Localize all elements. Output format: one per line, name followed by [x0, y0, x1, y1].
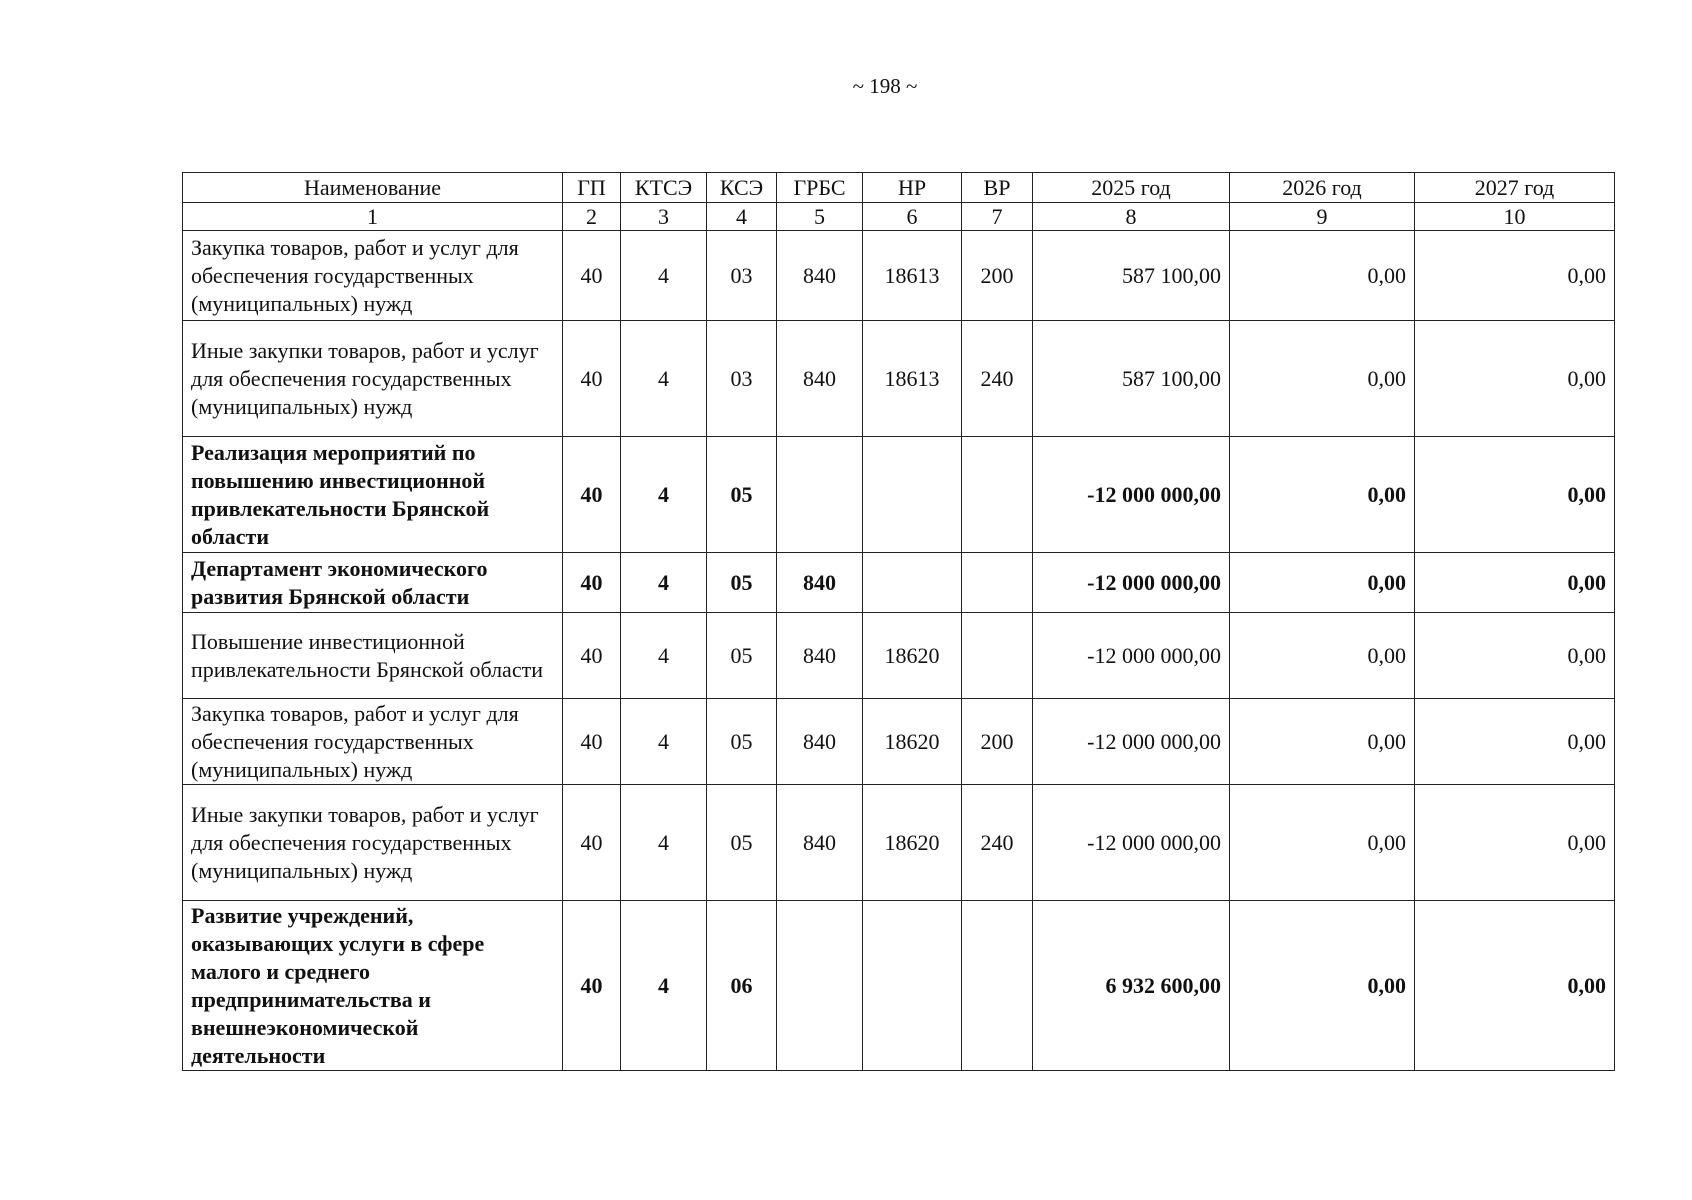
cell-gp: 40 [563, 437, 621, 553]
cell-kse: 05 [707, 553, 777, 613]
header-2026: 2026 год [1230, 173, 1415, 203]
header-row [183, 173, 1615, 203]
cell-2027: 0,00 [1415, 785, 1615, 901]
cell-kse: 03 [707, 231, 777, 321]
header-gp: ГП [563, 173, 621, 203]
cell-2025: -12 000 000,00 [1033, 553, 1230, 613]
column-number: 7 [962, 203, 1033, 231]
cell-2026: 0,00 [1230, 231, 1415, 321]
cell-gp: 40 [563, 613, 621, 699]
row-name: Департамент экономического развития Брянской области [183, 553, 563, 613]
cell-2025: 587 100,00 [1033, 321, 1230, 437]
cell-vr [962, 613, 1033, 699]
column-number: 5 [777, 203, 863, 231]
header-vr: ВР [962, 173, 1033, 203]
table-row [183, 901, 1615, 1071]
header-kse: КСЭ [707, 173, 777, 203]
cell-grbs: 840 [777, 785, 863, 901]
cell-2027: 0,00 [1415, 231, 1615, 321]
cell-nr: 18613 [863, 231, 962, 321]
column-number: 2 [563, 203, 621, 231]
cell-2026: 0,00 [1230, 901, 1415, 1071]
table-row [183, 785, 1615, 901]
cell-nr [863, 553, 962, 613]
cell-ktse: 4 [621, 785, 707, 901]
cell-vr: 240 [962, 321, 1033, 437]
cell-vr: 200 [962, 231, 1033, 321]
cell-2025: -12 000 000,00 [1033, 437, 1230, 553]
cell-gp: 40 [563, 785, 621, 901]
cell-2027: 0,00 [1415, 321, 1615, 437]
table-row [183, 699, 1615, 785]
cell-2026: 0,00 [1230, 437, 1415, 553]
cell-gp: 40 [563, 699, 621, 785]
row-name: Реализация мероприятий по повышению инвестиционной привлекательности Брянской области [183, 437, 563, 553]
cell-2026: 0,00 [1230, 785, 1415, 901]
row-name: Повышение инвестиционной привлекательности Брянской области [183, 613, 563, 699]
cell-gp: 40 [563, 321, 621, 437]
column-number: 6 [863, 203, 962, 231]
cell-vr: 240 [962, 785, 1033, 901]
cell-nr: 18620 [863, 785, 962, 901]
cell-grbs: 840 [777, 699, 863, 785]
budget-table [182, 172, 1615, 1071]
cell-kse: 05 [707, 785, 777, 901]
column-number: 4 [707, 203, 777, 231]
cell-2026: 0,00 [1230, 321, 1415, 437]
cell-2027: 0,00 [1415, 901, 1615, 1071]
table-row [183, 553, 1615, 613]
header-nr: НР [863, 173, 962, 203]
page-number: ~ 198 ~ [852, 74, 918, 98]
cell-nr [863, 437, 962, 553]
cell-ktse: 4 [621, 231, 707, 321]
cell-nr [863, 901, 962, 1071]
row-name: Иные закупки товаров, работ и услуг для обеспечения государственных (муниципальных) нужд [183, 785, 563, 901]
cell-kse: 03 [707, 321, 777, 437]
cell-gp: 40 [563, 231, 621, 321]
cell-2027: 0,00 [1415, 699, 1615, 785]
cell-2027: 0,00 [1415, 613, 1615, 699]
table-row [183, 613, 1615, 699]
cell-kse: 06 [707, 901, 777, 1071]
cell-vr [962, 553, 1033, 613]
cell-ktse: 4 [621, 553, 707, 613]
header-name: Наименование [183, 173, 563, 203]
cell-grbs: 840 [777, 321, 863, 437]
cell-ktse: 4 [621, 901, 707, 1071]
cell-2026: 0,00 [1230, 699, 1415, 785]
cell-2025: 587 100,00 [1033, 231, 1230, 321]
row-name: Развитие учреждений, оказывающих услуги в сфере малого и среднего предпринимательства и внешнеэкономической деятельности [183, 901, 563, 1071]
header-2027: 2027 год [1415, 173, 1615, 203]
cell-grbs [777, 901, 863, 1071]
cell-kse: 05 [707, 699, 777, 785]
cell-2025: -12 000 000,00 [1033, 785, 1230, 901]
cell-2025: 6 932 600,00 [1033, 901, 1230, 1071]
cell-2027: 0,00 [1415, 553, 1615, 613]
cell-2025: -12 000 000,00 [1033, 699, 1230, 785]
cell-grbs: 840 [777, 231, 863, 321]
cell-ktse: 4 [621, 321, 707, 437]
header-grbs: ГРБС [777, 173, 863, 203]
cell-vr: 200 [962, 699, 1033, 785]
cell-nr: 18613 [863, 321, 962, 437]
row-name: Иные закупки товаров, работ и услуг для обеспечения государственных (муниципальных) нужд [183, 321, 563, 437]
row-name: Закупка товаров, работ и услуг для обеспечения государственных (муниципальных) нужд [183, 699, 563, 785]
cell-nr: 18620 [863, 613, 962, 699]
column-number-row [183, 203, 1615, 231]
cell-ktse: 4 [621, 613, 707, 699]
cell-2026: 0,00 [1230, 553, 1415, 613]
table-row [183, 231, 1615, 321]
cell-ktse: 4 [621, 699, 707, 785]
cell-gp: 40 [563, 901, 621, 1071]
column-number: 9 [1230, 203, 1415, 231]
cell-gp: 40 [563, 553, 621, 613]
cell-2027: 0,00 [1415, 437, 1615, 553]
table-row [183, 321, 1615, 437]
column-number: 10 [1415, 203, 1615, 231]
table-row [183, 437, 1615, 553]
cell-vr [962, 437, 1033, 553]
cell-grbs: 840 [777, 613, 863, 699]
cell-kse: 05 [707, 613, 777, 699]
cell-ktse: 4 [621, 437, 707, 553]
cell-2026: 0,00 [1230, 613, 1415, 699]
cell-grbs [777, 437, 863, 553]
cell-kse: 05 [707, 437, 777, 553]
column-number: 3 [621, 203, 707, 231]
cell-grbs: 840 [777, 553, 863, 613]
cell-vr [962, 901, 1033, 1071]
row-name: Закупка товаров, работ и услуг для обеспечения государственных (муниципальных) нужд [183, 231, 563, 321]
header-2025: 2025 год [1033, 173, 1230, 203]
column-number: 1 [183, 203, 563, 231]
cell-2025: -12 000 000,00 [1033, 613, 1230, 699]
column-number: 8 [1033, 203, 1230, 231]
header-ktse: КТСЭ [621, 173, 707, 203]
cell-nr: 18620 [863, 699, 962, 785]
